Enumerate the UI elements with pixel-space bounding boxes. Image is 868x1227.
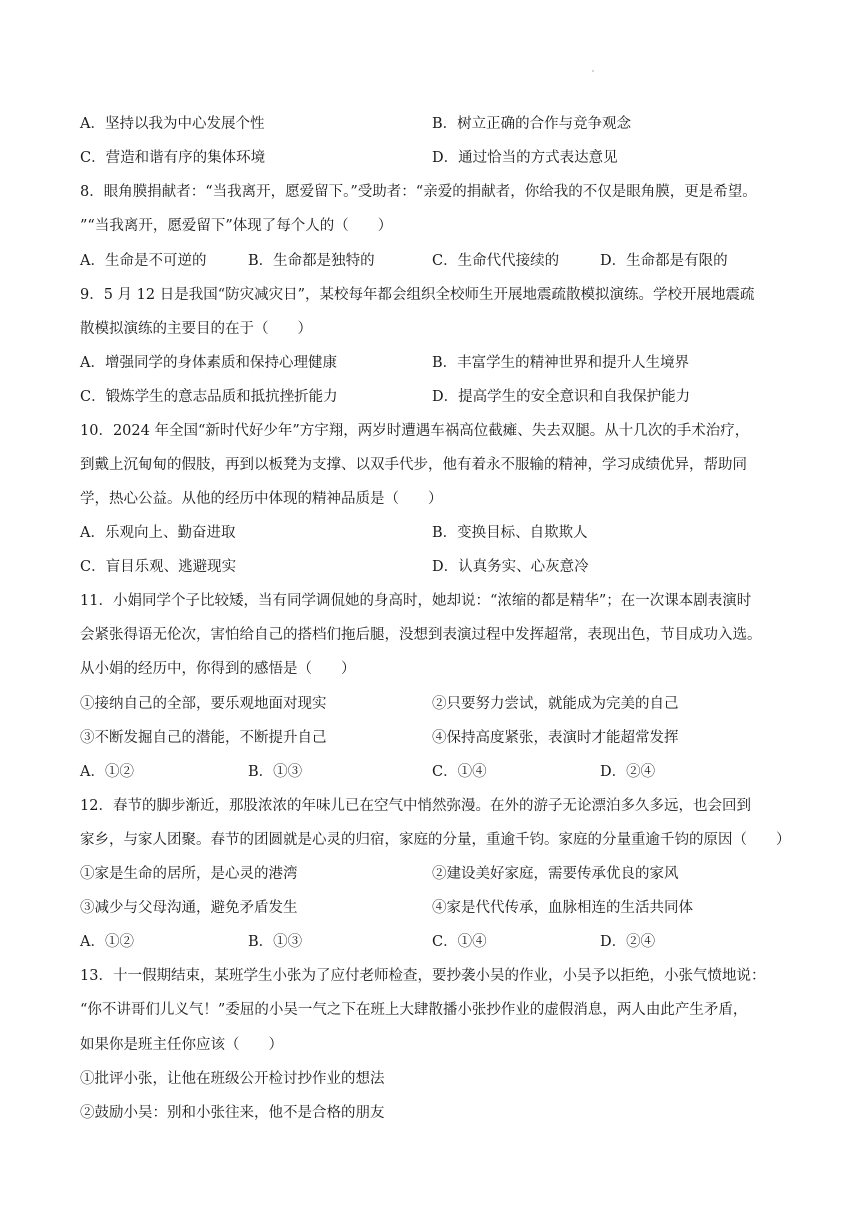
q11-option-c: C．①④: [432, 764, 487, 780]
q11-stem-line-3: 从小娟的经历中，你得到的感悟是（ ）: [80, 661, 356, 677]
q12-option-a: A．①②: [80, 934, 134, 950]
q11-option-a: A．①②: [80, 764, 134, 780]
q12-statement-3: ③减少与父母沟通，避免矛盾发生: [80, 900, 298, 916]
q10-option-c: C．盲目乐观、逃避现实: [80, 559, 237, 575]
q11-option-b: B．①③: [248, 764, 303, 780]
q7-option-a: A．坚持以我为中心发展个性: [80, 116, 265, 132]
q13-statement-2: ②鼓励小吴：别和小张往来，他不是合格的朋友: [80, 1105, 385, 1121]
q9-stem-line-2: 散模拟演练的主要目的在于（ ）: [80, 321, 312, 337]
page-speck: [592, 70, 594, 72]
q9-option-a: A．增强同学的身体素质和保持心理健康: [80, 355, 337, 371]
q8-stem-line-2: ”“当我离开，愿爱留下”体现了每个人的（ ）: [80, 218, 393, 234]
q12-option-c: C．①④: [432, 934, 487, 950]
q11-option-d: D．②④: [600, 764, 656, 780]
q11-stem-line-2: 会紧张得语无伦次，害怕给自己的搭档们拖后腿，没想到表演过程中发挥超常，表现出色，节目成功入选。: [80, 627, 762, 643]
q13-stem-line-2: “你不讲哥们儿义气！”委屈的小吴一气之下在班上大肆散播小张抄作业的虚假消息，两人由此产生矛盾，: [80, 1002, 748, 1018]
q12-stem-line-2: 家乡，与家人团聚。春节的团圆就是心灵的归宿，家庭的分量，重逾千钧。家庭的分量重逾千钧的原因（ ）: [80, 832, 791, 848]
q11-statement-2: ②只要努力尝试，就能成为完美的自己: [432, 696, 679, 712]
q10-option-a: A．乐观向上、勤奋进取: [80, 525, 236, 541]
q13-stem-line-3: 如果你是班主任你应该（ ）: [80, 1037, 283, 1053]
q13-statement-1: ①批评小张，让他在班级公开检讨抄作业的想法: [80, 1071, 385, 1087]
q12-statement-4: ④家是代代传承，血脉相连的生活共同体: [432, 900, 693, 916]
q8-option-a: A．生命是不可逆的: [80, 253, 207, 269]
q9-option-b: B．丰富学生的精神世界和提升人生境界: [432, 355, 690, 371]
q12-stem-line-1: 12．春节的脚步渐近，那股浓浓的年味儿已在空气中悄然弥漫。在外的游子无论漂泊多久多远，也会回到: [80, 798, 751, 814]
q11-statement-4: ④保持高度紧张，表演时才能超常发挥: [432, 730, 679, 746]
q10-option-b: B．变换目标、自欺欺人: [432, 525, 588, 541]
q8-stem-line-1: 8．眼角膜捐献者：“当我离开，愿爱留下。”受助者：“亲爱的捐献者，你给我的不仅是眼角膜，更是希望。: [80, 184, 757, 200]
q7-option-d: D．通过恰当的方式表达意见: [432, 150, 618, 166]
q7-option-b: B．树立正确的合作与竞争观念: [432, 116, 632, 132]
q9-option-d: D．提高学生的安全意识和自我保护能力: [432, 389, 691, 405]
q11-stem-line-1: 11．小娟同学个子比较矮，当有同学调侃她的身高时，她却说：“浓缩的都是精华”；在一次课本剧表演时: [80, 593, 752, 609]
q9-stem-line-1: 9．5 月 12 日是我国“防灾减灾日”，某校每年都会组织全校师生开展地震疏散模拟演练。学校开展地震疏: [80, 287, 755, 303]
q7-option-c: C．营造和谐有序的集体环境: [80, 150, 266, 166]
q12-option-d: D．②④: [600, 934, 656, 950]
q8-option-b: B．生命都是独特的: [248, 253, 375, 269]
q12-statement-1: ①家是生命的居所，是心灵的港湾: [80, 866, 298, 882]
q10-stem-line-1: 10．2024 年全国“新时代好少年”方宇翔，两岁时遭遇车祸高位截瘫、失去双腿。从十几次的手术治疗，: [80, 423, 750, 439]
q8-option-c: C．生命代代接续的: [432, 253, 560, 269]
q12-option-b: B．①③: [248, 934, 303, 950]
q11-statement-1: ①接纳自己的全部，要乐观地面对现实: [80, 696, 327, 712]
q10-option-d: D．认真务实、心灰意冷: [432, 559, 589, 575]
q13-stem-line-1: 13．十一假期结束，某班学生小张为了应付老师检查，要抄袭小吴的作业，小吴予以拒绝，小张气愤地说：: [80, 968, 766, 984]
q9-option-c: C．锻炼学生的意志品质和抵抗挫折能力: [80, 389, 338, 405]
q11-statement-3: ③不断发掘自己的潜能，不断提升自己: [80, 730, 327, 746]
q10-stem-line-2: 到戴上沉甸甸的假肢，再到以板凳为支撑、以双手代步，他有着永不服输的精神，学习成绩优异，帮助同: [80, 457, 747, 473]
q10-stem-line-3: 学，热心公益。从他的经历中体现的精神品质是（ ）: [80, 491, 443, 507]
q8-option-d: D．生命都是有限的: [600, 253, 728, 269]
q12-statement-2: ②建设美好家庭，需要传承优良的家风: [432, 866, 679, 882]
